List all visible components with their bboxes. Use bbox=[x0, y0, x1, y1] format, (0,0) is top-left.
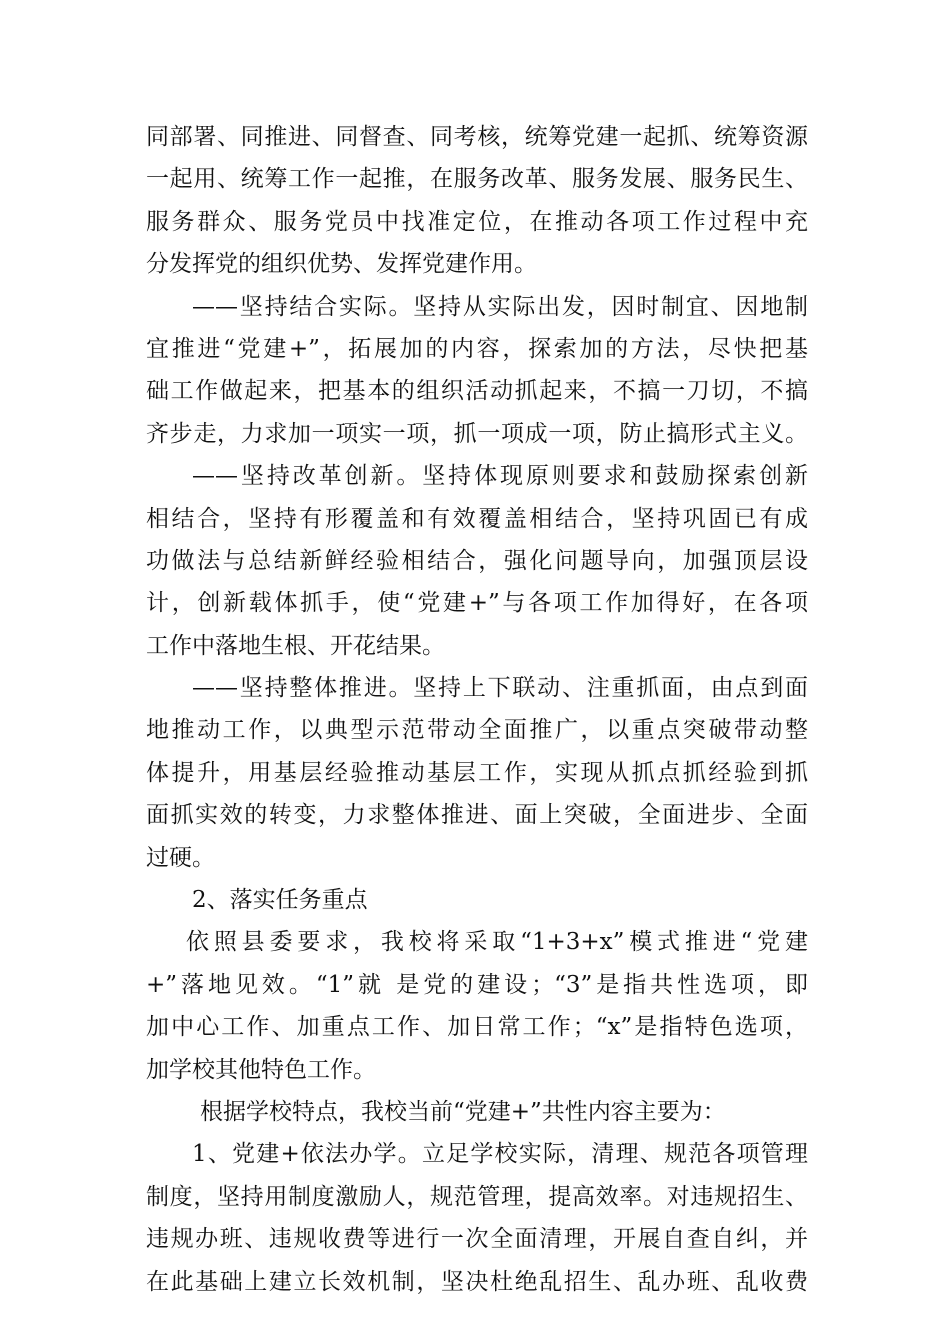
text-line: 齐步走，力求加一项实一项，抓一项成一项，防止搞形式主义。 bbox=[146, 420, 808, 447]
text-line: 服务群众、服务党员中找准定位，在推动各项工作过程中充 bbox=[146, 208, 808, 235]
text-line: 分发挥党的组织优势、发挥党建作用。 bbox=[146, 251, 537, 278]
text-line: 相结合，坚持有形覆盖和有效覆盖相结合，坚持巩固已有成 bbox=[146, 505, 808, 532]
text-line: 宜推进“党建+”，拓展加的内容，探索加的方法，尽快把基 bbox=[146, 335, 808, 362]
text-line: 一起用、统筹工作一起推，在服务改革、服务发展、服务民生、 bbox=[146, 166, 808, 193]
text-line: ——坚持结合实际。坚持从实际出发，因时制宜、因地制 bbox=[192, 293, 808, 320]
text-line: 面抓实效的转变，力求整体推进、面上突破，全面进步、全面 bbox=[146, 802, 808, 829]
text-line: 体提升，用基层经验推动基层工作，实现从抓点抓经验到抓 bbox=[146, 759, 808, 786]
text-line: 过硬。 bbox=[146, 844, 215, 871]
text-line: 础工作做起来，把基本的组织活动抓起来，不搞一刀切，不搞 bbox=[146, 378, 808, 405]
text-line: 在此基础上建立长效机制，坚决杜绝乱招生、乱办班、乱收费 bbox=[146, 1268, 808, 1295]
document-page bbox=[146, 122, 808, 1309]
text-line: 依照县委要求，我校将采取“1+3+x”模式推进“党建 bbox=[186, 929, 808, 956]
text-line: 地推动工作，以典型示范带动全面推广，以重点突破带动整 bbox=[146, 717, 808, 744]
text-line: 1、党建+依法办学。立足学校实际，清理、规范各项管理 bbox=[192, 1141, 808, 1168]
text-line: ——坚持改革创新。坚持体现原则要求和鼓励探索创新 bbox=[192, 463, 808, 490]
text-line: 制度，坚持用制度激励人，规范管理，提高效率。对违规招生、 bbox=[146, 1183, 808, 1210]
text-line: 计，创新载体抓手，使“党建+”与各项工作加得好，在各项 bbox=[146, 590, 808, 617]
text-line: 根据学校特点，我校当前“党建+”共性内容主要为： bbox=[200, 1098, 726, 1125]
text-line: 违规办班、违规收费等进行一次全面清理，开展自查自纠，并 bbox=[146, 1226, 808, 1253]
text-line: ——坚持整体推进。坚持上下联动、注重抓面，由点到面 bbox=[192, 675, 808, 702]
text-line: +”落地见效。“1”就 是党的建设；“3”是指共性选项，即 bbox=[146, 971, 808, 998]
text-line: 加中心工作、加重点工作、加日常工作；“x”是指特色选项， bbox=[146, 1014, 808, 1041]
text-line: 加学校其他特色工作。 bbox=[146, 1056, 376, 1083]
section-heading: 2、落实任务重点 bbox=[192, 887, 368, 914]
text-line: 同部署、同推进、同督查、同考核，统筹党建一起抓、统筹资源 bbox=[146, 124, 808, 150]
text-line: 工作中落地生根、开花结果。 bbox=[146, 632, 445, 659]
text-line: 功做法与总结新鲜经验相结合，强化问题导向，加强顶层设 bbox=[146, 547, 808, 574]
